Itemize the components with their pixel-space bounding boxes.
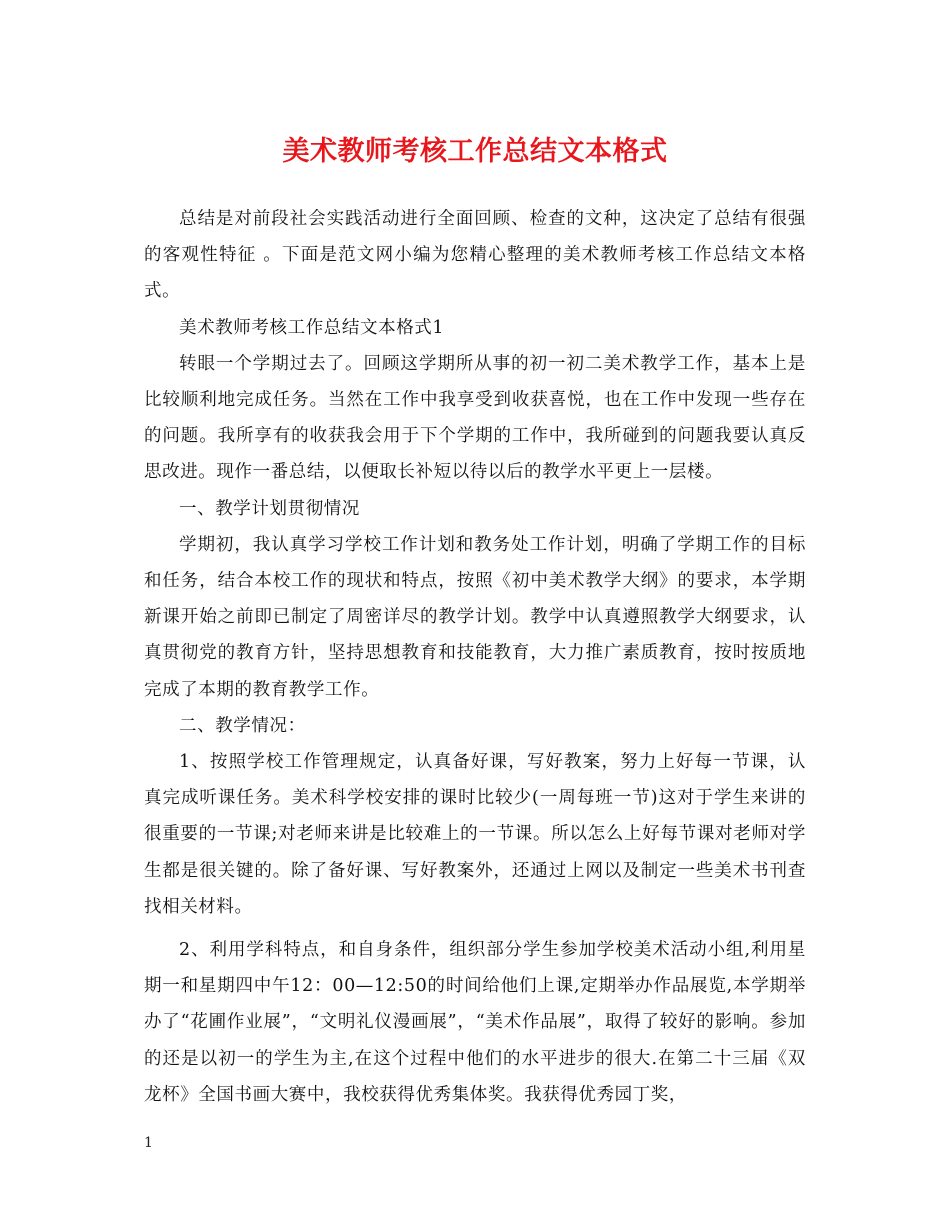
section-heading: 二、教学情况： <box>179 715 306 736</box>
intro-paragraph: 总结是对前段社会实践活动进行全面回顾、检查的文种，这决定了总结有很强的客观性特征 。下面是范文网小编为您精心整理的美术教师考核工作总结文本格式。 <box>144 209 806 302</box>
page-number: 1 <box>144 1135 153 1151</box>
document-body <box>144 201 806 1113</box>
body-paragraph: 2、利用学科特点，和自身条件，组织部分学生参加学校美术活动小组,利用星期一和星期四中午12：00—12:50的时间给他们上课,定期举办作品展览,本学期举办了“花圃作业展”，“文明礼仪漫画展”，“美术作品展”，取得了较好的影响。参加的还是以初一的学生为主,在这个过程中他们的水平进步的很大.在第二十三届《双龙杯》全国书画大赛中，我校获得优秀集体奖。我获得优秀园丁奖， <box>144 940 806 1105</box>
body-paragraph: 1、按照学校工作管理规定，认真备好课，写好教案，努力上好每一节课，认真完成听课任务。美术科学校安排的课时比较少(一周每班一节)这对于学生来讲的很重要的一节课;对老师来讲是比较难上的一节课。所以怎么上好每节课对老师对学生都是很关键的。除了备好课、写好教案外，还通过上网以及制定一些美术书刊查找相关材料。 <box>144 752 806 917</box>
body-paragraph: 学期初，我认真学习学校工作计划和教务处工作计划，明确了学期工作的目标和任务，结合本校工作的现状和特点，按照《初中美术教学大纲》的要求，本学期新课开始之前即已制定了周密详尽的教学计划。教学中认真遵照教学大纲要求，认真贯彻党的教育方针，坚持思想教育和技能教育，大力推广素质教育，按时按质地完成了本期的教育教学工作。 <box>144 534 806 700</box>
document-title: 美术教师考核工作总结文本格式 <box>282 136 668 167</box>
body-paragraph: 转眼一个学期过去了。回顾这学期所从事的初一初二美术教学工作，基本上是比较顺利地完成任务。当然在工作中我享受到收获喜悦，也在工作中发现一些存在的问题。我所享有的收获我会用于下个学期的工作中，我所碰到的问题我要认真反思改进。现作一番总结，以便取长补短以待以后的教学水平更上一层楼。 <box>144 353 806 483</box>
section-heading: 美术教师考核工作总结文本格式1 <box>179 317 445 338</box>
section-heading: 一、教学计划贯彻情况 <box>179 498 360 519</box>
